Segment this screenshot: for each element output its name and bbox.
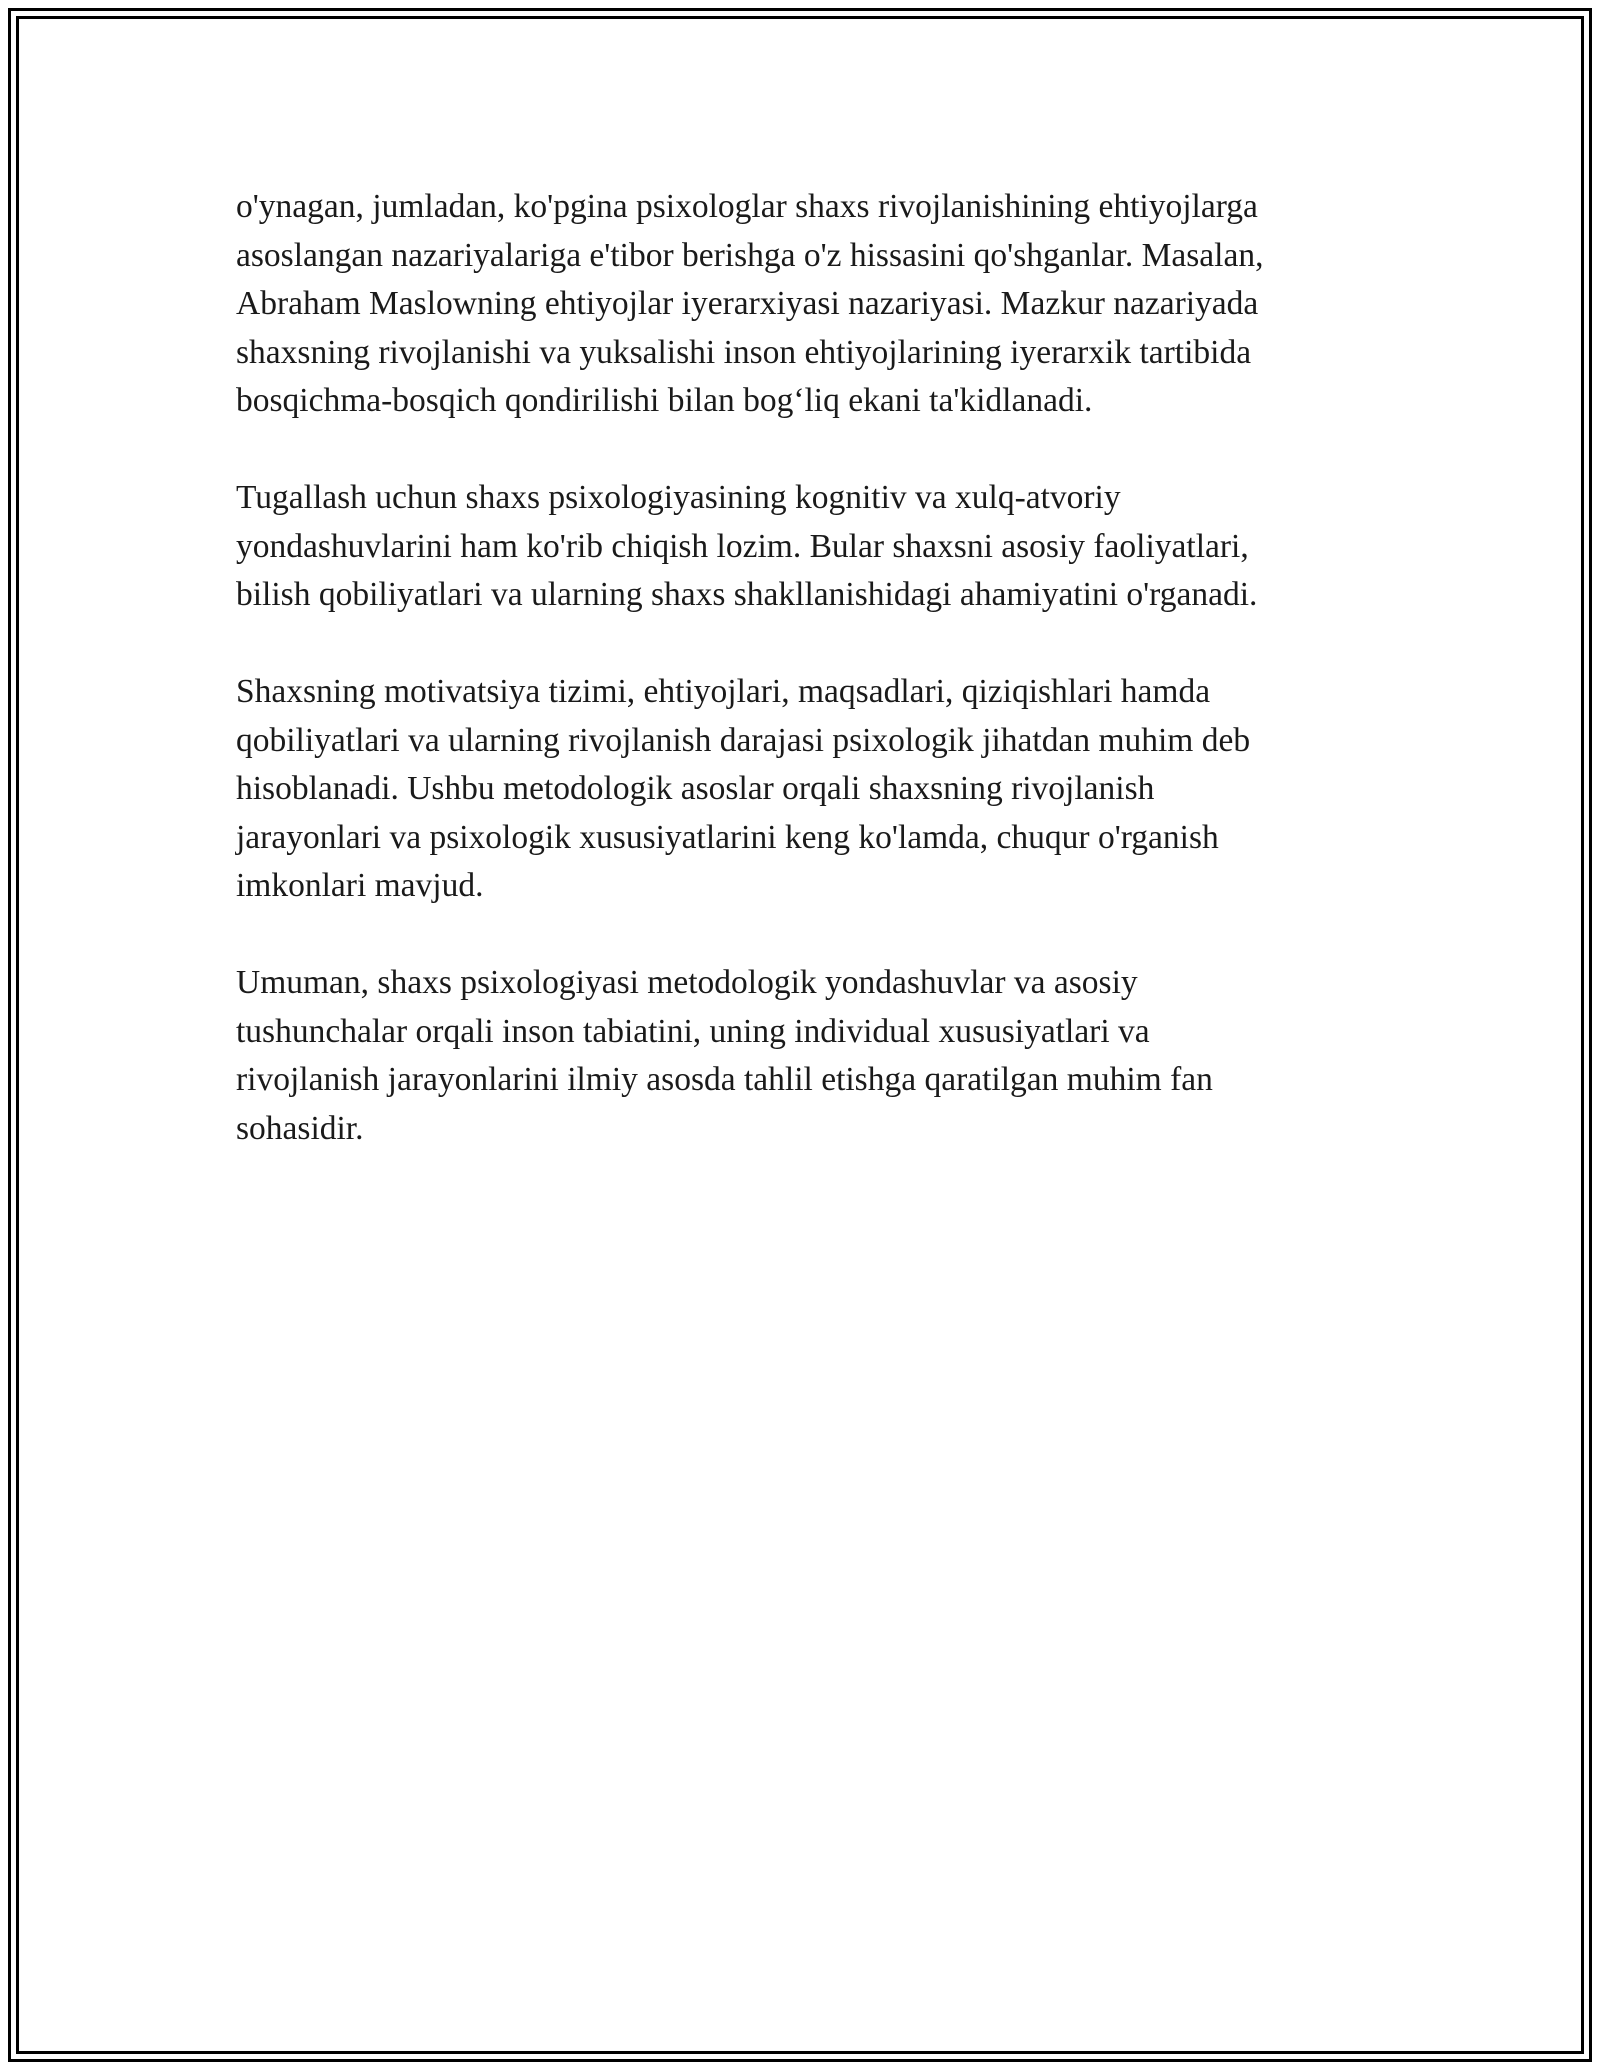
paragraph-2: Tugallash uchun shaxs psixologiyasining kognitiv va xulq-atvoriy yondashuvlarini ham ko'rib chiqish lozim. Bular shaxsni asosiy faoliyatlari, bilish qobiliyatlari va ularning shaxs shakllanishidagi ahamiyatini o'rganadi. bbox=[236, 479, 1258, 613]
paragraph-3: Shaxsning motivatsiya tizimi, ehtiyojlari, maqsadlari, qiziqishlari hamda qobiliyatlari va ularning rivojlanish darajasi psixologik jihatdan muhim deb hisoblanadi. Ushbu metodologik asoslar orqali shaxsning rivojlanish jarayonlari va psixologik xususiyatlarini keng ko'lamda, chuqur o'rganish imkonlari mavjud. bbox=[236, 673, 1251, 904]
paragraph-1: o'ynagan, jumladan, ko'pgina psixologlar shaxs rivojlanishining ehtiyojlarga asoslangan nazariyalariga e'tibor berishga o'z hissasini qo'shganlar. Masalan, Abraham Maslowning ehtiyojlar iyerarxiyasi nazariyasi. Mazkur nazariyada shaxsning rivojlanishi va yuksalishi inson ehtiyojlarining iyerarxik tartibida bosqichma-bosqich qondirilishi bilan bog‘liq ekani ta'kidlanadi. bbox=[236, 188, 1264, 419]
paragraph-4: Umuman, shaxs psixologiyasi metodologik yondashuvlar va asosiy tushunchalar orqali inson tabiatini, uning individual xususiyatlari va rivojlanish jarayonlarini ilmiy asosda tahlil etishga qaratilgan muhim fan sohasidir. bbox=[236, 964, 1213, 1147]
document-body bbox=[236, 183, 1376, 1202]
